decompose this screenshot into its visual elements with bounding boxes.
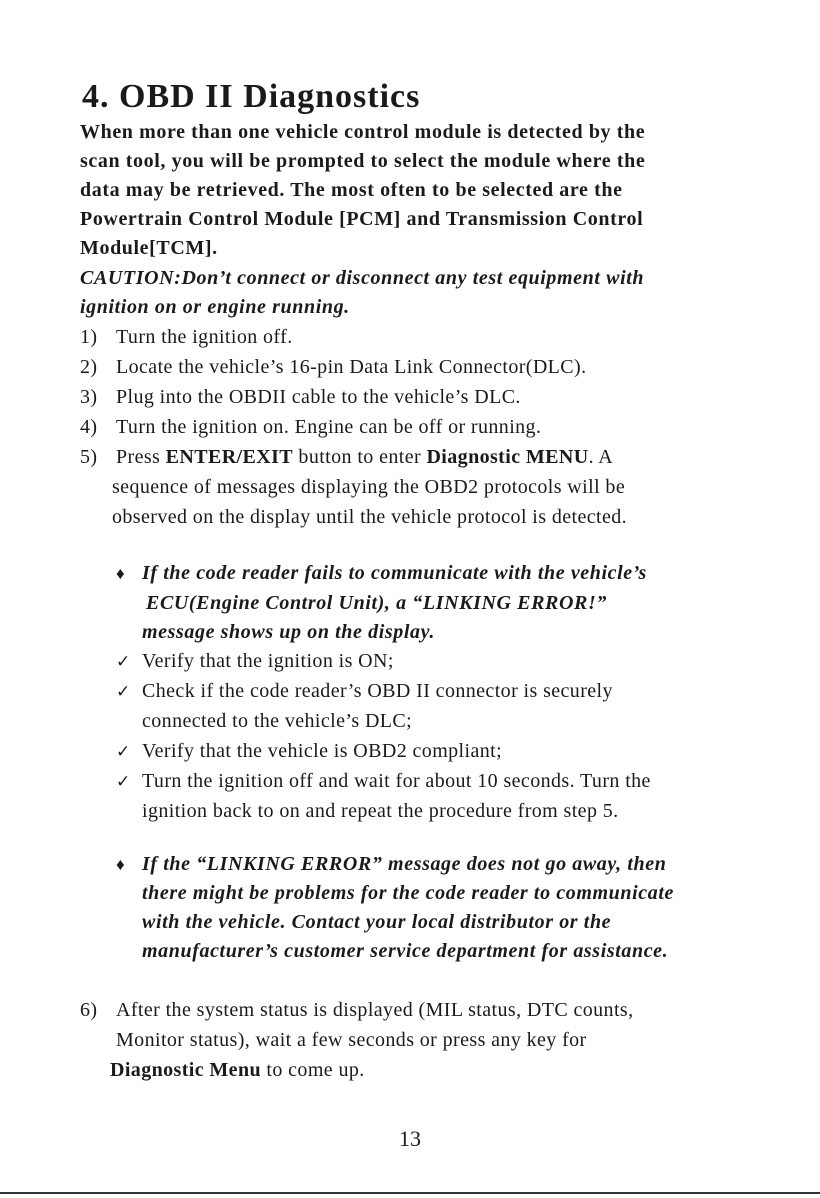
page-title: 4. OBD II Diagnostics <box>82 78 421 115</box>
caution-line: ignition on or engine running. <box>80 296 350 318</box>
check-text: Verify that the ignition is ON; <box>142 650 394 672</box>
intro-line: scan tool, you will be prompted to select the module where the <box>80 150 646 172</box>
step-text: Locate the vehicle’s 16-pin Data Link Connector(DLC). <box>116 356 587 378</box>
diamond-bullet-icon: ♦ <box>116 855 126 874</box>
checkmark-icon: ✓ <box>116 772 131 791</box>
step-item <box>80 446 613 469</box>
note-line: there might be problems for the code reader to communicate <box>142 882 674 904</box>
step-text: . A <box>588 446 614 468</box>
note-line <box>116 562 647 585</box>
check-text: Turn the ignition off and wait for about 10 seconds. Turn the <box>142 770 651 792</box>
intro-line: When more than one vehicle control module is detected by the <box>80 121 646 143</box>
check-item <box>116 770 651 793</box>
step-text: Plug into the OBDII cable to the vehicle’s DLC. <box>116 386 521 408</box>
step-item <box>80 386 521 409</box>
step-item <box>80 416 541 439</box>
check-item <box>116 680 613 703</box>
caution-line: CAUTION:Don’t connect or disconnect any test equipment with <box>80 267 645 289</box>
step-text: button to enter <box>293 446 427 468</box>
step-number: 1) <box>80 326 98 348</box>
step-continuation: Monitor status), wait a few seconds or press any key for <box>116 1029 587 1051</box>
checkmark-icon: ✓ <box>116 652 131 671</box>
checkmark-icon: ✓ <box>116 742 131 761</box>
step-text: After the system status is displayed (MIL status, DTC counts, <box>116 999 634 1021</box>
step-continuation: sequence of messages displaying the OBD2 protocols will be <box>112 476 626 498</box>
note-text: If the code reader fails to communicate with the vehicle’s <box>142 562 647 584</box>
check-item <box>116 650 394 673</box>
intro-line: data may be retrieved. The most often to be selected are the <box>80 179 623 201</box>
note-line: message shows up on the display. <box>142 621 435 643</box>
step-continuation: observed on the display until the vehicle protocol is detected. <box>112 506 628 528</box>
note-line <box>116 853 666 876</box>
note-line: ECU(Engine Control Unit), a “LINKING ERROR!” <box>146 592 607 614</box>
step-item <box>80 326 293 349</box>
diagnostic-menu-label: Diagnostic MENU <box>426 446 589 468</box>
check-continuation: connected to the vehicle’s DLC; <box>142 710 413 732</box>
intro-line: Powertrain Control Module [PCM] and Transmission Control <box>80 208 644 230</box>
enter-exit-label: ENTER/EXIT <box>165 446 294 468</box>
step-continuation <box>110 1059 365 1082</box>
step-text: Press <box>116 446 166 468</box>
note-line: with the vehicle. Contact your local distributor or the <box>142 911 612 933</box>
bottom-rule <box>0 1192 820 1194</box>
step-item <box>80 999 634 1022</box>
step-text: Turn the ignition off. <box>116 326 293 348</box>
step-text: Turn the ignition on. Engine can be off or running. <box>116 416 542 438</box>
step-number: 5) <box>80 446 98 468</box>
check-item <box>116 740 502 763</box>
diagnostic-menu-label: Diagnostic Menu <box>110 1059 261 1081</box>
note-text: If the “LINKING ERROR” message does not go away, then <box>142 853 667 875</box>
intro-line: Module[TCM]. <box>80 237 218 259</box>
step-text: to come up. <box>261 1059 365 1081</box>
check-continuation: ignition back to on and repeat the procedure from step 5. <box>142 800 619 822</box>
note-line: manufacturer’s customer service department for assistance. <box>142 940 669 962</box>
step-number: 2) <box>80 356 98 378</box>
step-item <box>80 356 587 379</box>
page-number: 13 <box>399 1126 421 1151</box>
check-text: Verify that the vehicle is OBD2 compliant; <box>142 740 503 762</box>
diamond-bullet-icon: ♦ <box>116 564 126 583</box>
step-number: 4) <box>80 416 98 438</box>
check-text: Check if the code reader’s OBD II connector is securely <box>142 680 613 702</box>
step-number: 6) <box>80 999 98 1021</box>
step-number: 3) <box>80 386 98 408</box>
checkmark-icon: ✓ <box>116 682 131 701</box>
